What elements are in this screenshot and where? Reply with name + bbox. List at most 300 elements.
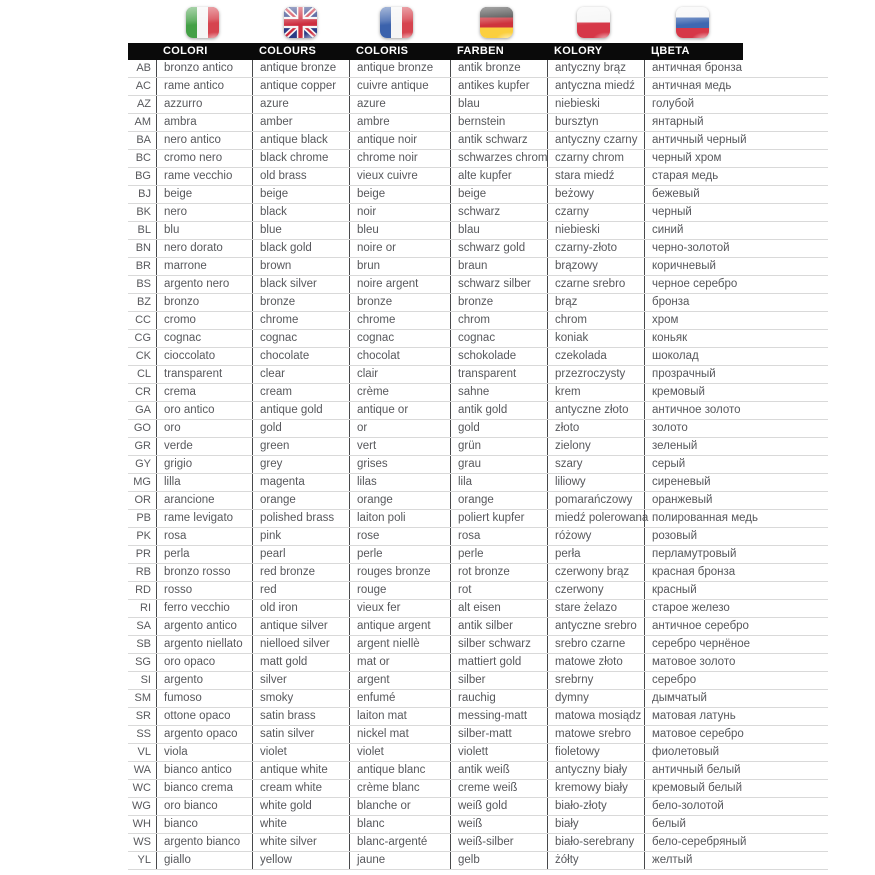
color-name-english: magenta: [252, 474, 349, 491]
color-code: BZ: [136, 296, 151, 308]
color-name-italian: oro: [156, 420, 252, 437]
color-code: GR: [134, 440, 151, 452]
color-name-polish: antyczny biały: [547, 762, 644, 779]
color-name-french: noire or: [349, 240, 450, 257]
color-name-italian: rosso: [156, 582, 252, 599]
color-name-english: black silver: [252, 276, 349, 293]
table-row: [128, 816, 828, 834]
color-name-french: vieux cuivre: [349, 168, 450, 185]
color-name-french: argent: [349, 672, 450, 689]
color-name-english: black: [252, 204, 349, 221]
color-name-german: messing-matt: [450, 708, 547, 725]
color-name-russian: матовое серебро: [644, 726, 775, 743]
color-name-italian: ottone opaco: [156, 708, 252, 725]
color-name-russian: перламутровый: [644, 546, 775, 563]
color-name-italian: marrone: [156, 258, 252, 275]
russia-flag-icon: [676, 7, 709, 38]
color-name-french: crème: [349, 384, 450, 401]
color-name-english: white: [252, 816, 349, 833]
color-name-italian: lilla: [156, 474, 252, 491]
color-name-german: antik bronze: [450, 60, 547, 77]
color-name-french: antique or: [349, 402, 450, 419]
color-name-russian: дымчатый: [644, 690, 775, 707]
color-name-german: schwarz silber: [450, 276, 547, 293]
table-row: [128, 672, 828, 690]
header-farben: FARBEN: [457, 45, 505, 57]
table-row: [128, 168, 828, 186]
color-code: BR: [135, 260, 151, 272]
color-name-italian: transparent: [156, 366, 252, 383]
table-row: [128, 78, 828, 96]
color-name-french: lilas: [349, 474, 450, 491]
color-name-russian: хром: [644, 312, 775, 329]
color-name-german: braun: [450, 258, 547, 275]
color-code: AB: [136, 62, 151, 74]
table-row: [128, 564, 828, 582]
color-name-polish: niebieski: [547, 96, 644, 113]
color-name-french: nickel mat: [349, 726, 450, 743]
color-name-russian: старая медь: [644, 168, 775, 185]
color-name-russian: фиолетовый: [644, 744, 775, 761]
color-code: CL: [136, 368, 151, 380]
color-name-polish: matowe srebro: [547, 726, 644, 743]
table-row: [128, 456, 828, 474]
color-name-polish: srebro czarne: [547, 636, 644, 653]
color-code: AZ: [136, 98, 151, 110]
table-header: [128, 43, 743, 60]
color-name-russian: оранжевый: [644, 492, 775, 509]
color-name-english: brown: [252, 258, 349, 275]
color-name-german: transparent: [450, 366, 547, 383]
color-name-english: green: [252, 438, 349, 455]
color-name-italian: viola: [156, 744, 252, 761]
color-name-russian: античный черный: [644, 132, 775, 149]
color-name-english: beige: [252, 186, 349, 203]
color-name-german: cognac: [450, 330, 547, 347]
color-name-italian: nero antico: [156, 132, 252, 149]
color-name-french: crème blanc: [349, 780, 450, 797]
color-code: WA: [133, 764, 151, 776]
color-name-russian: розовый: [644, 528, 775, 545]
color-name-russian: бело-серебряный: [644, 834, 775, 851]
color-name-french: blanche or: [349, 798, 450, 815]
color-name-russian: серебро чернёное: [644, 636, 775, 653]
color-name-polish: kremowy biały: [547, 780, 644, 797]
color-name-italian: bianco crema: [156, 780, 252, 797]
color-name-french: ambre: [349, 114, 450, 131]
color-name-english: amber: [252, 114, 349, 131]
color-name-italian: argento bianco: [156, 834, 252, 851]
color-name-english: grey: [252, 456, 349, 473]
color-name-polish: matowe złoto: [547, 654, 644, 671]
color-name-english: silver: [252, 672, 349, 689]
color-name-english: yellow: [252, 852, 349, 869]
color-code: YL: [137, 854, 151, 866]
color-name-polish: brąz: [547, 294, 644, 311]
table-row: [128, 348, 828, 366]
color-name-french: bronze: [349, 294, 450, 311]
color-name-italian: ferro vecchio: [156, 600, 252, 617]
color-code: BL: [137, 224, 151, 236]
color-name-italian: arancione: [156, 492, 252, 509]
germany-flag-icon: [480, 7, 513, 38]
color-name-russian: голубой: [644, 96, 775, 113]
color-name-french: cognac: [349, 330, 450, 347]
color-name-russian: прозрачный: [644, 366, 775, 383]
color-name-italian: azzurro: [156, 96, 252, 113]
color-name-italian: argento nero: [156, 276, 252, 293]
color-code: CK: [135, 350, 151, 362]
color-name-polish: srebrny: [547, 672, 644, 689]
table-row: [128, 60, 828, 78]
color-name-italian: argento: [156, 672, 252, 689]
color-name-russian: синий: [644, 222, 775, 239]
color-name-german: alt eisen: [450, 600, 547, 617]
color-name-italian: nero dorato: [156, 240, 252, 257]
color-name-german: alte kupfer: [450, 168, 547, 185]
color-name-english: violet: [252, 744, 349, 761]
color-name-polish: matowa mosiądz: [547, 708, 644, 725]
color-name-polish: dymny: [547, 690, 644, 707]
color-name-french: beige: [349, 186, 450, 203]
color-name-english: red bronze: [252, 564, 349, 581]
table-row: [128, 240, 828, 258]
color-code: PR: [135, 548, 151, 560]
color-name-english: antique copper: [252, 78, 349, 95]
table-row: [128, 654, 828, 672]
color-name-english: orange: [252, 492, 349, 509]
table-row: [128, 510, 828, 528]
table-row: [128, 690, 828, 708]
color-name-english: smoky: [252, 690, 349, 707]
color-name-italian: crema: [156, 384, 252, 401]
color-name-italian: rosa: [156, 528, 252, 545]
color-name-english: blue: [252, 222, 349, 239]
color-name-german: chrom: [450, 312, 547, 329]
color-name-polish: beżowy: [547, 186, 644, 203]
color-name-german: antik schwarz: [450, 132, 547, 149]
color-name-german: rot bronze: [450, 564, 547, 581]
table-row: [128, 600, 828, 618]
table-row: [128, 492, 828, 510]
table-row: [128, 618, 828, 636]
color-name-german: blau: [450, 222, 547, 239]
header-cveta: ЦВЕТА: [651, 45, 690, 57]
color-code: BK: [136, 206, 151, 218]
table-row: [128, 438, 828, 456]
color-name-english: matt gold: [252, 654, 349, 671]
color-name-russian: античная медь: [644, 78, 775, 95]
color-name-german: weiß-silber: [450, 834, 547, 851]
table-row: [128, 186, 828, 204]
color-name-english: antique white: [252, 762, 349, 779]
color-name-english: old iron: [252, 600, 349, 617]
table-row: [128, 636, 828, 654]
color-name-german: rot: [450, 582, 547, 599]
color-name-russian: матовое золото: [644, 654, 775, 671]
color-name-english: antique silver: [252, 618, 349, 635]
color-name-italian: rame antico: [156, 78, 252, 95]
color-code: BS: [136, 278, 151, 290]
color-name-french: mat or: [349, 654, 450, 671]
color-name-french: laiton mat: [349, 708, 450, 725]
color-name-german: gold: [450, 420, 547, 437]
color-name-german: antik weiß: [450, 762, 547, 779]
color-code: CC: [135, 314, 151, 326]
color-name-german: lila: [450, 474, 547, 491]
color-name-german: weiß: [450, 816, 547, 833]
france-flag-icon: [380, 7, 413, 38]
color-name-polish: niebieski: [547, 222, 644, 239]
color-name-english: antique black: [252, 132, 349, 149]
color-name-russian: коньяк: [644, 330, 775, 347]
table-row: [128, 474, 828, 492]
color-name-polish: czekolada: [547, 348, 644, 365]
color-name-french: laiton poli: [349, 510, 450, 527]
color-name-french: noir: [349, 204, 450, 221]
color-name-german: schwarzes chrom: [450, 150, 547, 167]
color-name-french: rouge: [349, 582, 450, 599]
color-name-polish: chrom: [547, 312, 644, 329]
color-name-french: or: [349, 420, 450, 437]
color-name-french: vieux fer: [349, 600, 450, 617]
color-name-french: antique noir: [349, 132, 450, 149]
color-name-english: satin silver: [252, 726, 349, 743]
color-name-russian: красный: [644, 582, 775, 599]
color-name-german: poliert kupfer: [450, 510, 547, 527]
color-name-polish: czerwony: [547, 582, 644, 599]
color-name-german: antik gold: [450, 402, 547, 419]
color-name-polish: fioletowy: [547, 744, 644, 761]
color-name-french: blanc-argenté: [349, 834, 450, 851]
color-name-german: bronze: [450, 294, 547, 311]
color-name-german: orange: [450, 492, 547, 509]
color-name-french: violet: [349, 744, 450, 761]
color-name-french: argent niellè: [349, 636, 450, 653]
color-code: SB: [136, 638, 151, 650]
color-name-english: antique bronze: [252, 60, 349, 77]
table-row: [128, 582, 828, 600]
color-name-english: white gold: [252, 798, 349, 815]
color-name-italian: bronzo rosso: [156, 564, 252, 581]
table-row: [128, 420, 828, 438]
color-name-italian: oro bianco: [156, 798, 252, 815]
color-name-polish: czarne srebro: [547, 276, 644, 293]
color-code: WH: [132, 818, 151, 830]
color-name-russian: античный белый: [644, 762, 775, 779]
color-name-polish: czarny chrom: [547, 150, 644, 167]
color-name-german: weiß gold: [450, 798, 547, 815]
color-name-italian: argento antico: [156, 618, 252, 635]
color-name-english: chrome: [252, 312, 349, 329]
color-name-german: silber schwarz: [450, 636, 547, 653]
color-name-italian: rame levigato: [156, 510, 252, 527]
color-name-russian: белый: [644, 816, 775, 833]
color-name-french: enfumé: [349, 690, 450, 707]
color-code: PK: [136, 530, 151, 542]
color-name-polish: różowy: [547, 528, 644, 545]
table-row: [128, 312, 828, 330]
color-name-german: schwarz: [450, 204, 547, 221]
color-name-russian: шоколад: [644, 348, 775, 365]
color-name-english: antique gold: [252, 402, 349, 419]
color-name-french: antique bronze: [349, 60, 450, 77]
color-name-english: clear: [252, 366, 349, 383]
color-name-russian: античное серебро: [644, 618, 775, 635]
uk-flag-icon: [284, 7, 317, 38]
color-name-polish: krem: [547, 384, 644, 401]
table-row: [128, 762, 828, 780]
color-name-russian: античная бронза: [644, 60, 775, 77]
table-row: [128, 96, 828, 114]
table-rows: [128, 60, 828, 870]
poland-flag-icon: [577, 7, 610, 38]
color-code: RD: [135, 584, 151, 596]
color-name-french: brun: [349, 258, 450, 275]
color-name-polish: stare żelazo: [547, 600, 644, 617]
table-row: [128, 276, 828, 294]
color-name-french: vert: [349, 438, 450, 455]
color-name-russian: зеленый: [644, 438, 775, 455]
color-name-russian: бронза: [644, 294, 775, 311]
color-name-italian: ambra: [156, 114, 252, 131]
color-name-english: gold: [252, 420, 349, 437]
color-name-english: pearl: [252, 546, 349, 563]
color-name-russian: бело-золотой: [644, 798, 775, 815]
color-name-polish: antyczne złoto: [547, 402, 644, 419]
color-name-english: polished brass: [252, 510, 349, 527]
color-name-russian: коричневый: [644, 258, 775, 275]
color-name-german: perle: [450, 546, 547, 563]
table-row: [128, 366, 828, 384]
color-name-french: rouges bronze: [349, 564, 450, 581]
color-code: RB: [135, 566, 151, 578]
color-name-german: violett: [450, 744, 547, 761]
color-name-russian: серый: [644, 456, 775, 473]
color-name-polish: bursztyn: [547, 114, 644, 131]
color-name-german: rosa: [450, 528, 547, 545]
color-code: RI: [140, 602, 151, 614]
color-name-polish: liliowy: [547, 474, 644, 491]
color-name-polish: czerwony brąz: [547, 564, 644, 581]
color-code: AC: [135, 80, 151, 92]
table-row: [128, 780, 828, 798]
color-name-italian: nero: [156, 204, 252, 221]
color-code: BG: [135, 170, 151, 182]
color-code: WS: [133, 836, 151, 848]
table-row: [128, 798, 828, 816]
color-name-russian: кремовый: [644, 384, 775, 401]
table-row: [128, 528, 828, 546]
color-name-italian: giallo: [156, 852, 252, 869]
table-row: [128, 402, 828, 420]
color-name-polish: żółty: [547, 852, 644, 869]
color-name-italian: cromo: [156, 312, 252, 329]
italy-flag-icon: [186, 7, 219, 38]
color-name-polish: szary: [547, 456, 644, 473]
color-name-english: cream white: [252, 780, 349, 797]
color-name-english: chocolate: [252, 348, 349, 365]
color-name-polish: stara miedź: [547, 168, 644, 185]
color-name-french: chrome: [349, 312, 450, 329]
table-row: [128, 726, 828, 744]
table-row: [128, 294, 828, 312]
color-name-french: noire argent: [349, 276, 450, 293]
color-code: AM: [134, 116, 151, 128]
color-name-english: satin brass: [252, 708, 349, 725]
color-name-italian: grigio: [156, 456, 252, 473]
color-code: WG: [132, 800, 151, 812]
color-name-french: azure: [349, 96, 450, 113]
color-name-russian: полированная медь: [644, 510, 775, 527]
table-row: [128, 384, 828, 402]
color-code: BN: [135, 242, 151, 254]
color-name-russian: золото: [644, 420, 775, 437]
header-kolory: KOLORY: [554, 45, 603, 57]
color-name-english: black gold: [252, 240, 349, 257]
color-code: SA: [136, 620, 151, 632]
color-name-french: antique argent: [349, 618, 450, 635]
color-name-italian: cognac: [156, 330, 252, 347]
color-name-polish: czarny: [547, 204, 644, 221]
color-code: SM: [134, 692, 151, 704]
header-colours: COLOURS: [259, 45, 317, 57]
color-name-french: cuivre antique: [349, 78, 450, 95]
color-name-german: schokolade: [450, 348, 547, 365]
table-row: [128, 150, 828, 168]
table-row: [128, 852, 828, 870]
color-code: SG: [135, 656, 151, 668]
color-name-italian: blu: [156, 222, 252, 239]
color-name-german: beige: [450, 186, 547, 203]
table-row: [128, 834, 828, 852]
color-code: GA: [135, 404, 151, 416]
color-name-russian: кремовый белый: [644, 780, 775, 797]
table-row: [128, 708, 828, 726]
color-name-french: bleu: [349, 222, 450, 239]
color-name-english: azure: [252, 96, 349, 113]
color-name-french: chocolat: [349, 348, 450, 365]
color-code: GO: [133, 422, 151, 434]
color-name-english: cream: [252, 384, 349, 401]
color-code: CG: [134, 332, 151, 344]
color-name-russian: черный хром: [644, 150, 775, 167]
color-name-polish: biały: [547, 816, 644, 833]
color-code: GY: [135, 458, 151, 470]
color-code: SS: [136, 728, 151, 740]
color-name-italian: bronzo: [156, 294, 252, 311]
color-name-italian: rame vecchio: [156, 168, 252, 185]
color-name-italian: oro opaco: [156, 654, 252, 671]
color-name-polish: miedź polerowana: [547, 510, 644, 527]
color-code: SI: [140, 674, 151, 686]
color-name-french: grises: [349, 456, 450, 473]
color-name-german: schwarz gold: [450, 240, 547, 257]
color-name-italian: bianco antico: [156, 762, 252, 779]
color-name-english: red: [252, 582, 349, 599]
color-code: VL: [137, 746, 151, 758]
table-row: [128, 132, 828, 150]
color-name-english: bronze: [252, 294, 349, 311]
color-name-french: blanc: [349, 816, 450, 833]
color-name-french: chrome noir: [349, 150, 450, 167]
color-name-polish: biało-złoty: [547, 798, 644, 815]
color-name-french: antique blanc: [349, 762, 450, 779]
table-row: [128, 258, 828, 276]
color-name-russian: сиреневый: [644, 474, 775, 491]
color-name-italian: oro antico: [156, 402, 252, 419]
color-name-german: grau: [450, 456, 547, 473]
